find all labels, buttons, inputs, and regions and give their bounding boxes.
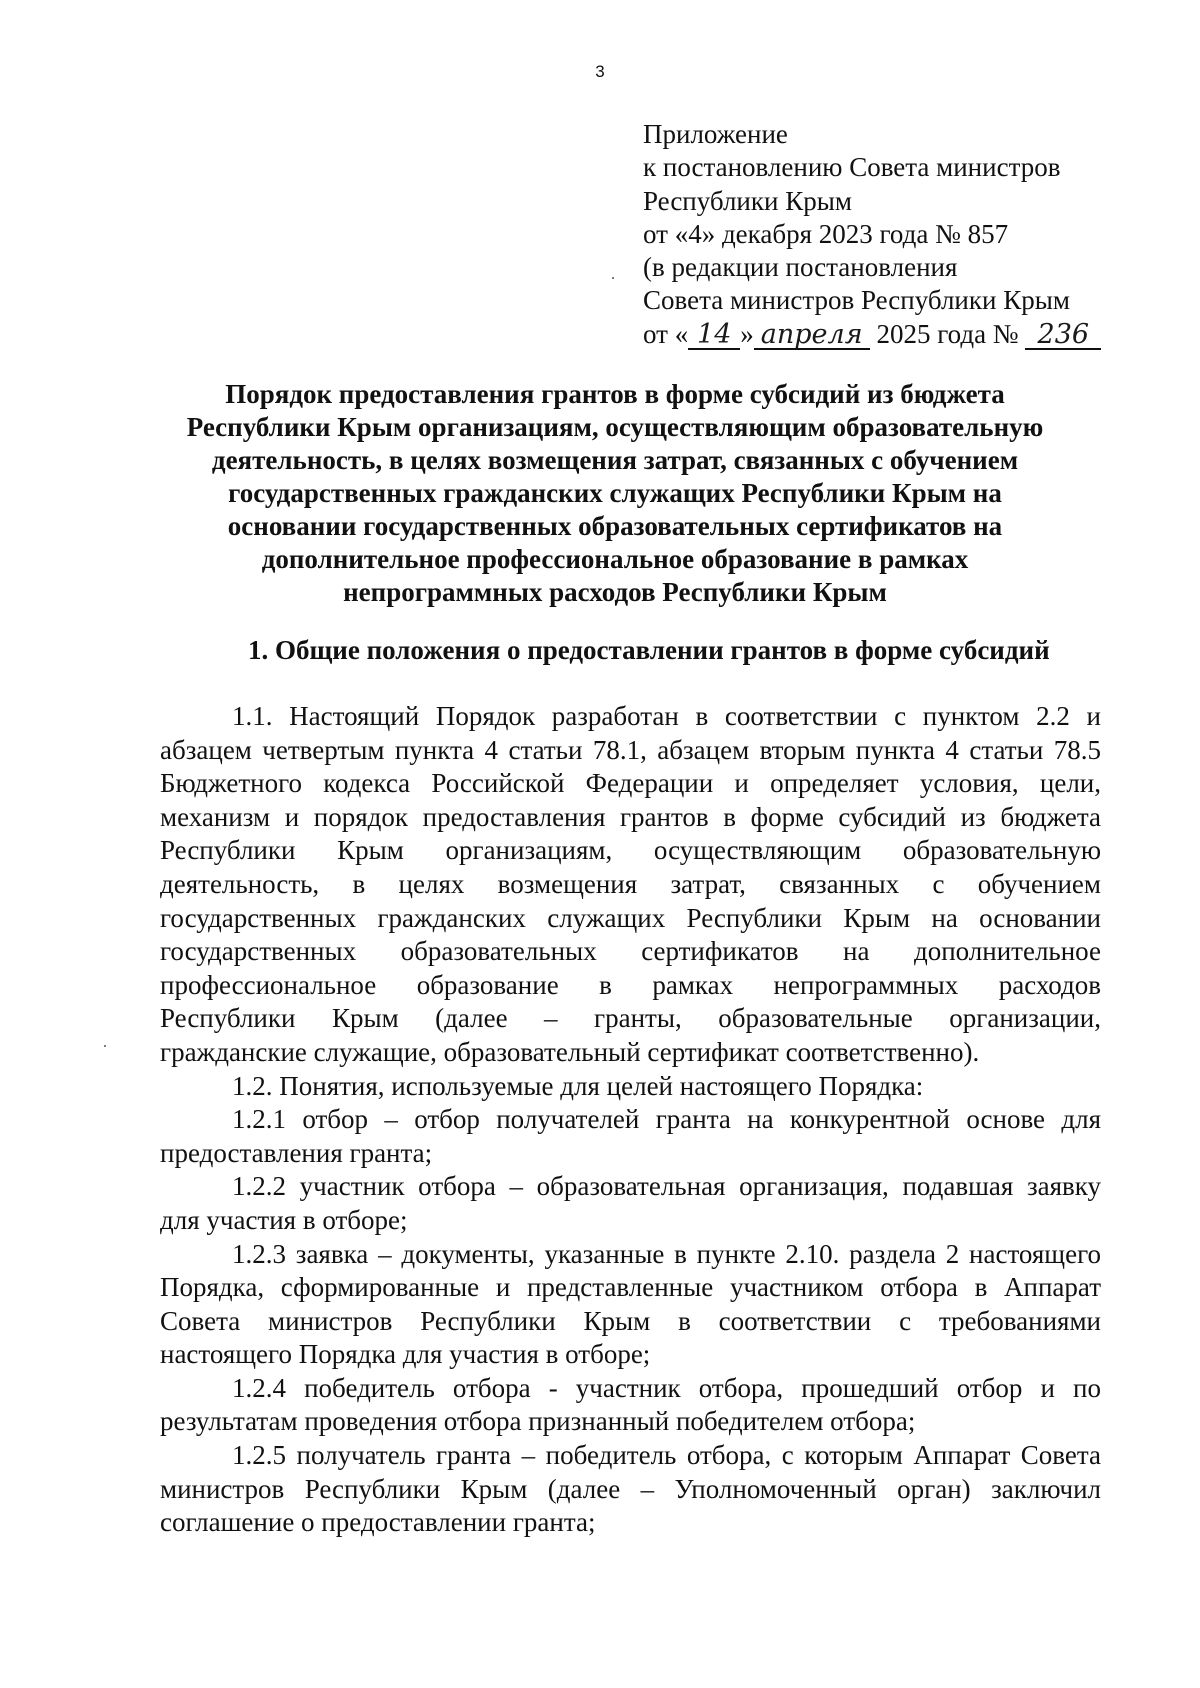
- amendment-prefix: от «: [643, 318, 689, 349]
- body-line: Порядка, сформированные и представленные участником отбора в Аппарат: [160, 1272, 1101, 1303]
- handwritten-number: 236: [1025, 322, 1101, 350]
- appendix-block: [643, 118, 1163, 351]
- body-line: государственных гражданских служащих Республики Крым на основании: [160, 902, 1101, 933]
- handwritten-month: апреля: [754, 322, 870, 350]
- body-line: настоящего Порядка для участия в отборе;: [160, 1339, 651, 1370]
- body-line: Совета министров Республики Крым в соответствии с требованиями: [160, 1305, 1101, 1336]
- body-line: деятельность, в целях возмещения затрат, связанных с обучением: [160, 868, 1101, 899]
- title-line: Порядок предоставления грантов в форме субсидий из бюджета: [225, 379, 1005, 409]
- body-line: 1.2.5 получатель гранта – победитель отбора, с которым Аппарат Совета: [232, 1440, 1101, 1471]
- appendix-line: Совета министров Республики Крым: [643, 285, 1070, 316]
- title-line: деятельность, в целях возмещения затрат, связанных с обучением: [211, 445, 1019, 475]
- appendix-amendment-date-line: [643, 318, 1163, 351]
- body-line: гражданские служащие, образовательный сертификат соответственно).: [160, 1036, 980, 1067]
- handwritten-day: 14: [688, 322, 740, 350]
- body-line: механизм и порядок предоставления грантов в форме субсидий из бюджета: [160, 801, 1101, 832]
- amendment-quote-close: »: [740, 318, 754, 349]
- appendix-line: Приложение: [643, 119, 788, 149]
- title-line: основании государственных образовательных сертификатов на: [227, 511, 1003, 541]
- body-line: для участия в отборе;: [160, 1204, 408, 1235]
- body-line: абзацем четвертым пункта 4 статьи 78.1, абзацем вторым пункта 4 статьи 78.5: [160, 734, 1101, 765]
- appendix-line: Республики Крым: [643, 185, 852, 216]
- body-line: профессиональное образование в рамках непрограммных расходов: [160, 969, 1101, 1000]
- title-line: Республики Крым организациям, осуществляющим образовательную: [186, 412, 1044, 442]
- body-line: 1.2. Понятия, используемые для целей настоящего Порядка:: [232, 1070, 924, 1101]
- body-line: 1.2.3 заявка – документы, указанные в пункте 2.10. раздела 2 настоящего: [232, 1238, 1101, 1269]
- amendment-year: 2025 года №: [876, 318, 1019, 349]
- body-text: [160, 700, 1101, 1540]
- body-line: Республики Крым (далее – гранты, образовательные организации,: [160, 1003, 1101, 1034]
- body-line: 1.1. Настоящий Порядок разработан в соответствии с пунктом 2.2 и: [232, 701, 1101, 731]
- body-line: соглашение о предоставлении гранта;: [160, 1507, 596, 1538]
- scan-speck: [104, 1045, 106, 1047]
- body-line: результатам проведения отбора признанный победителем отбора;: [160, 1406, 916, 1437]
- body-line: 1.2.1 отбор – отбор получателей гранта на конкурентной основе для: [232, 1104, 1101, 1135]
- document-title: [150, 378, 1080, 609]
- appendix-line: (в редакции постановления: [643, 252, 958, 283]
- body-line: Бюджетного кодекса Российской Федерации и определяет условия, цели,: [160, 768, 1101, 799]
- body-line: 1.2.2 участник отбора – образовательная организация, подавшая заявку: [232, 1171, 1101, 1202]
- scan-speck: [612, 277, 614, 279]
- body-line: 1.2.4 победитель отбора - участник отбора, прошедший отбор и по: [232, 1372, 1101, 1403]
- body-line: государственных образовательных сертификатов на дополнительное: [160, 936, 1101, 967]
- title-line: непрограммных расходов Республики Крым: [343, 577, 887, 607]
- title-line: дополнительное профессиональное образование в рамках: [261, 544, 969, 574]
- body-line: Республики Крым организациям, осуществляющим образовательную: [160, 835, 1101, 866]
- body-line: министров Республики Крым (далее – Уполномоченный орган) заключил: [160, 1473, 1101, 1504]
- appendix-line: к постановлению Совета министров: [643, 152, 1061, 183]
- section-heading: 1. Общие положения о предоставлении грантов в форме субсидий: [248, 635, 1050, 665]
- body-line: предоставления гранта;: [160, 1137, 433, 1168]
- title-line: государственных гражданских служащих Республики Крым на: [228, 478, 1002, 508]
- appendix-line: от «4» декабря 2023 года № 857: [643, 218, 1009, 249]
- page-number: 3: [595, 62, 605, 81]
